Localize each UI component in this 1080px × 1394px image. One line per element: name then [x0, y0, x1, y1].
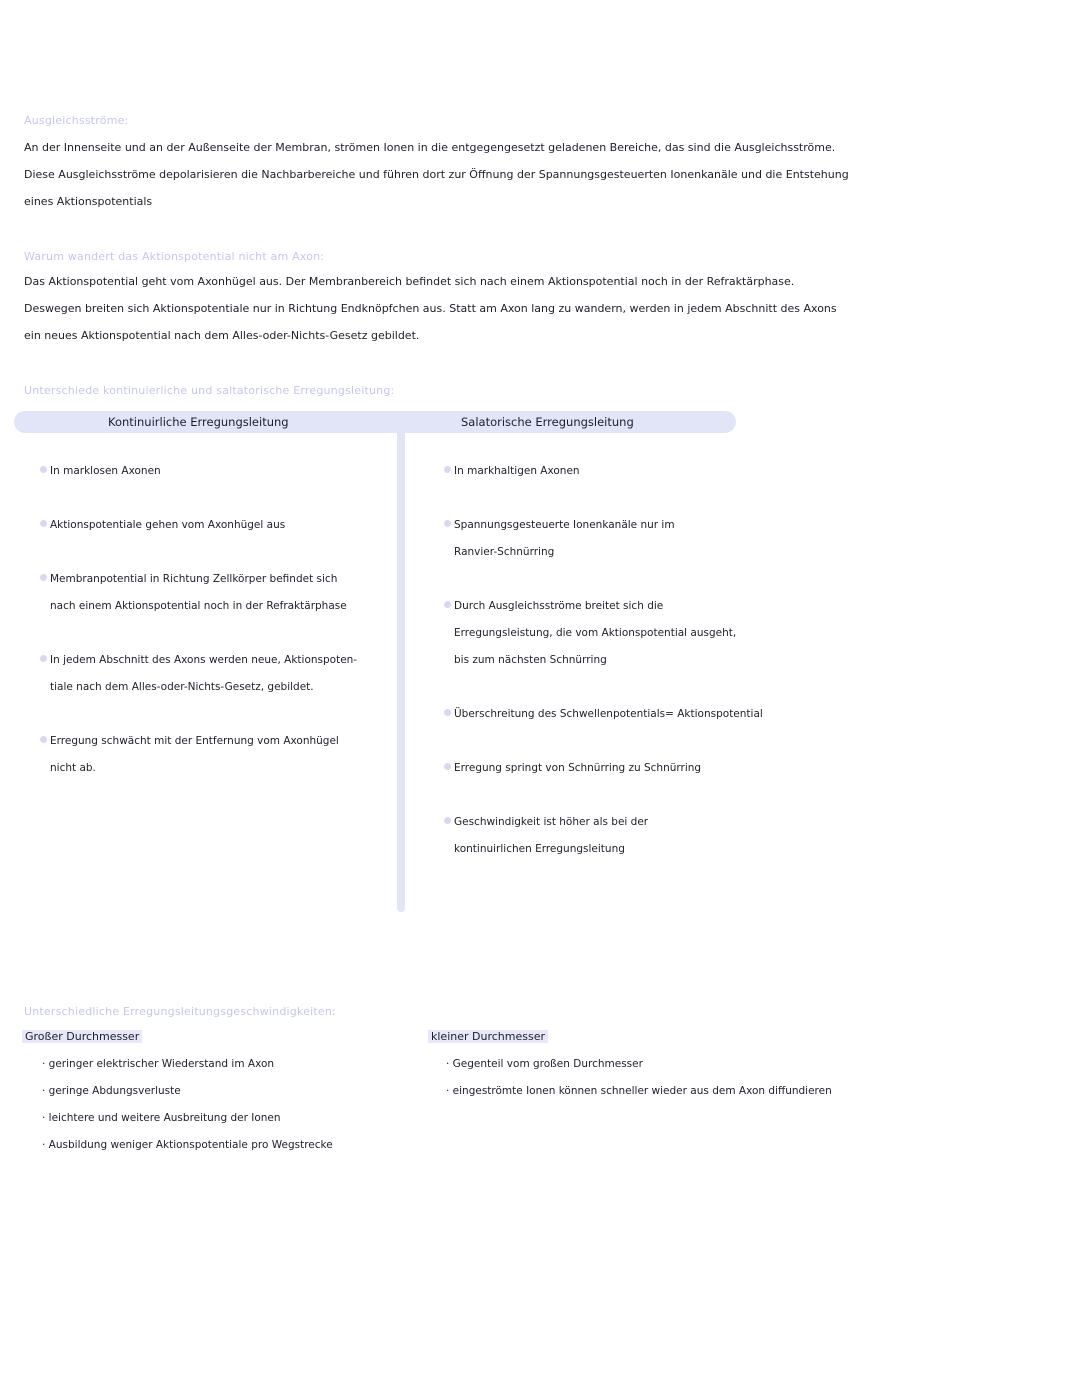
- bullet-icon: [40, 520, 47, 527]
- paragraph-ausgleichsstroeme: [24, 134, 924, 215]
- list-item: · leichtere und weitere Ausbreitung der Ionen: [42, 1112, 281, 1124]
- comparison-header-bar: [14, 411, 736, 433]
- list-item-text: bis zum nächsten Schnürring: [454, 654, 607, 666]
- list-item: [40, 566, 380, 620]
- list-item: [40, 647, 380, 701]
- paragraph-aktionspotential: [24, 268, 924, 349]
- paragraph-line: Deswegen breiten sich Aktionspotentiale nur in Richtung Endknöpfchen aus. Statt am Axon lang zu wandern, werden in jedem Abschnitt des Axons: [24, 302, 837, 315]
- column-divider: [397, 428, 405, 912]
- bullet-icon: [444, 709, 451, 716]
- list-item-text: Spannungsgesteuerte Ionenkanäle nur im: [454, 519, 675, 531]
- list-item: [444, 755, 904, 782]
- list-item-text: In jedem Abschnitt des Axons werden neue, Aktionspoten-: [50, 654, 358, 666]
- list-item: · Gegenteil vom großen Durchmesser: [446, 1058, 643, 1070]
- list-item-text: Durch Ausgleichsströme breitet sich die: [454, 600, 664, 612]
- bullet-icon: [444, 601, 451, 608]
- list-item: [444, 701, 904, 728]
- list-item: [40, 458, 380, 485]
- list-item: · eingeströmte Ionen können schneller wieder aus dem Axon diffundieren: [446, 1085, 832, 1097]
- list-item-text: Erregungsleistung, die vom Aktionspotential ausgeht,: [454, 627, 737, 639]
- list-item: · geringer elektrischer Wiederstand im Axon: [42, 1058, 275, 1070]
- paragraph-line: eines Aktionspotentials: [24, 195, 153, 208]
- list-item-text: Geschwindigkeit ist höher als bei der: [454, 816, 649, 828]
- list-item: [444, 809, 904, 863]
- paragraph-line: Das Aktionspotential geht vom Axonhügel aus. Der Membranbereich befindet sich nach einem Aktionspotential noch in der Refraktärphase.: [24, 275, 795, 288]
- paragraph-line: ein neues Aktionspotential nach dem Alles-oder-Nichts-Gesetz gebildet.: [24, 329, 420, 342]
- section-heading-aktionspotential: Warum wandert das Aktionspotential nicht am Axon:: [24, 250, 325, 263]
- left-column-title: Kontinuirliche Erregungsleitung: [108, 415, 289, 429]
- list-item-text: Erregung schwächt mit der Entfernung vom Axonhügel: [50, 735, 339, 747]
- list-item: [40, 512, 380, 539]
- bullet-icon: [444, 466, 451, 473]
- list-item-text: nicht ab.: [50, 762, 96, 774]
- section-heading-ausgleichsstroeme: Ausgleichsströme:: [24, 114, 129, 127]
- subheading-kleiner-durchmesser: kleiner Durchmesser: [428, 1030, 548, 1043]
- list-item: · Ausbildung weniger Aktionspotentiale pro Wegstrecke: [42, 1139, 333, 1151]
- subheading-grosser-durchmesser: Großer Durchmesser: [22, 1030, 142, 1043]
- section-heading-geschwindigkeiten: Unterschiedliche Erregungsleitungsgeschwindigkeiten:: [24, 1005, 336, 1018]
- bullet-icon: [40, 655, 47, 662]
- list-item: [444, 512, 904, 566]
- list-item-text: Membranpotential in Richtung Zellkörper befindet sich: [50, 573, 338, 585]
- bullet-icon: [40, 736, 47, 743]
- list-item-text: Erregung springt von Schnürring zu Schnürring: [454, 762, 702, 774]
- list-item-text: Ranvier-Schnürring: [454, 546, 555, 558]
- list-item-text: nach einem Aktionspotential noch in der Refraktärphase: [50, 600, 347, 612]
- list-item-text: kontinuirlichen Erregungsleitung: [454, 843, 625, 855]
- section-heading-unterschiede: Unterschiede kontinuierliche und saltatorische Erregungsleitung:: [24, 384, 395, 397]
- list-item-text: Aktionspotentiale gehen vom Axonhügel aus: [50, 519, 286, 531]
- bullet-icon: [444, 763, 451, 770]
- list-item-text: In markhaltigen Axonen: [454, 465, 580, 477]
- list-item-text: Überschreitung des Schwellenpotentials= Aktionspotential: [454, 708, 763, 720]
- list-item-text: tiale nach dem Alles-oder-Nichts-Gesetz, gebildet.: [50, 681, 314, 693]
- list-item: · geringe Abdungsverluste: [42, 1085, 181, 1097]
- kleiner-durchmesser-list: [446, 1051, 1046, 1105]
- list-item: [40, 728, 380, 782]
- list-item: [444, 593, 904, 674]
- right-column-title: Salatorische Erregungsleitung: [461, 415, 634, 429]
- paragraph-line: Diese Ausgleichsströme depolarisieren die Nachbarbereiche und führen dort zur Öffnung der Spannungsgesteuerten Ionenkanäle und die Entstehung: [24, 168, 849, 181]
- grosser-durchmesser-list: [42, 1051, 402, 1159]
- list-item-text: In marklosen Axonen: [50, 465, 161, 477]
- bullet-icon: [40, 466, 47, 473]
- bullet-icon: [444, 520, 451, 527]
- list-item: [444, 458, 904, 485]
- bullet-icon: [40, 574, 47, 581]
- bullet-icon: [444, 817, 451, 824]
- paragraph-line: An der Innenseite und an der Außenseite der Membran, strömen Ionen in die entgegengesetzt geladenen Bereiche, das sind die Ausgleichsströme.: [24, 141, 836, 154]
